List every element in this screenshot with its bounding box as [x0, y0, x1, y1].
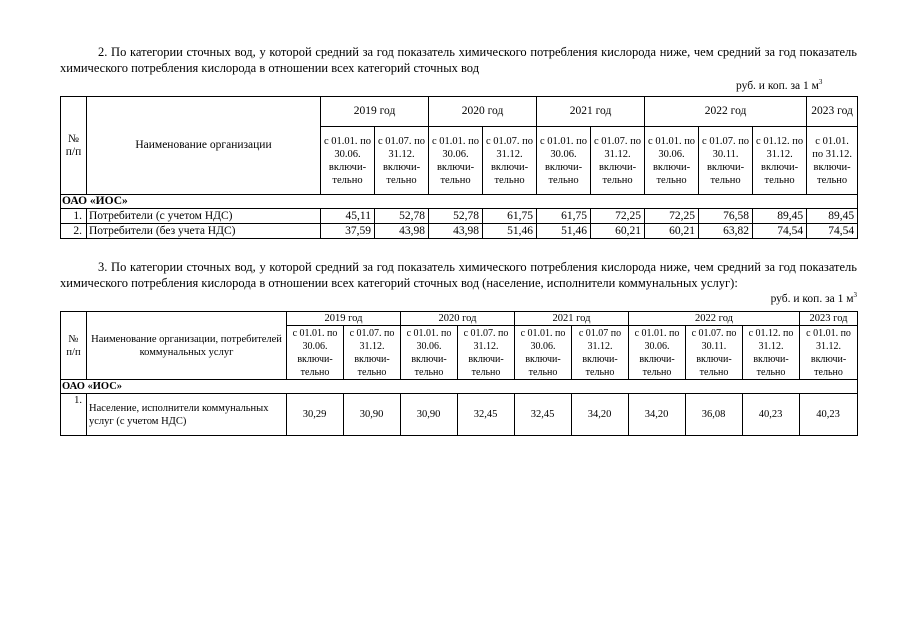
- organization-row: ОАО «ИОС»: [61, 380, 858, 394]
- year-header: 2023 год: [800, 312, 858, 326]
- tariff-value: 89,45: [807, 209, 858, 224]
- tariff-value: 52,78: [429, 209, 483, 224]
- tariff-table-section2: [60, 96, 858, 239]
- tariff-value: 32,45: [458, 394, 515, 436]
- period-header: с 01.07. по 31.12. включи-тельно: [375, 127, 429, 195]
- tariff-value: 30,29: [287, 394, 344, 436]
- tariff-table-section3: [60, 311, 858, 436]
- section2-unit: руб. и коп. за 1 $м^3$: [736, 78, 823, 92]
- tariff-value: 40,23: [743, 394, 800, 436]
- period-header: с 01.01. по 30.06. включи-тельно: [629, 326, 686, 380]
- year-header: 2020 год: [429, 97, 537, 127]
- tariff-value: 40,23: [800, 394, 858, 436]
- period-header: с 01.01. по 30.06. включи-тельно: [321, 127, 375, 195]
- tariff-value: 32,45: [515, 394, 572, 436]
- period-header: с 01.07 по 31.12. включи-тельно: [572, 326, 629, 380]
- year-header: 2019 год: [287, 312, 401, 326]
- tariff-value: 51,46: [483, 224, 537, 239]
- period-header: с 01.01. по 31.12. включи-тельно: [800, 326, 858, 380]
- period-header: с 01.01. по 30.06. включи-тельно: [287, 326, 344, 380]
- row-name: Потребители (с учетом НДС): [87, 209, 321, 224]
- tariff-value: 63,82: [699, 224, 753, 239]
- tariff-value: 72,25: [591, 209, 645, 224]
- period-header: с 01.07. по 30.11. включи-тельно: [686, 326, 743, 380]
- tariff-value: 52,78: [375, 209, 429, 224]
- tariff-value: 34,20: [572, 394, 629, 436]
- tariff-value: 36,08: [686, 394, 743, 436]
- period-header: с 01.01. по 30.06. включи-тельно: [401, 326, 458, 380]
- tariff-value: 60,21: [645, 224, 699, 239]
- year-header: 2021 год: [515, 312, 629, 326]
- tariff-value: 51,46: [537, 224, 591, 239]
- year-header: 2022 год: [629, 312, 800, 326]
- col-header-name: Наименование организации: [87, 97, 321, 195]
- tariff-value: 30,90: [344, 394, 401, 436]
- tariff-value: 72,25: [645, 209, 699, 224]
- period-header: с 01.01. по 30.06. включи-тельно: [429, 127, 483, 195]
- year-header: 2023 год: [807, 97, 858, 127]
- period-header: с 01.07. по 31.12. включи-тельно: [483, 127, 537, 195]
- tariff-value: 43,98: [375, 224, 429, 239]
- col-header-number: № п/п: [61, 97, 87, 195]
- tariff-value: 61,75: [483, 209, 537, 224]
- col-header-name: Наименование организации, потребителей коммунальных услуг: [87, 312, 287, 380]
- row-number: 2.: [61, 224, 87, 239]
- period-header: с 01.07. по 31.12. включи-тельно: [591, 127, 645, 195]
- table-row: [61, 224, 858, 239]
- tariff-value: 74,54: [807, 224, 858, 239]
- tariff-value: 60,21: [591, 224, 645, 239]
- period-header: с 01.01. по 30.06. включи-тельно: [537, 127, 591, 195]
- period-header: с 01.01. по 30.06. включи-тельно: [645, 127, 699, 195]
- year-header: 2019 год: [321, 97, 429, 127]
- col-header-number: № п/п: [61, 312, 87, 380]
- period-header: с 01.07. по 31.12. включи-тельно: [458, 326, 515, 380]
- row-number: 1.: [61, 209, 87, 224]
- period-header: с 01.12. по 31.12. включи-тельно: [753, 127, 807, 195]
- tariff-value: 30,90: [401, 394, 458, 436]
- tariff-value: 89,45: [753, 209, 807, 224]
- year-header: 2021 год: [537, 97, 645, 127]
- period-header: с 01.01. по 30.06. включи-тельно: [515, 326, 572, 380]
- tariff-value: 34,20: [629, 394, 686, 436]
- period-header: с 01.01. по 31.12. включи-тельно: [807, 127, 858, 195]
- year-header: 2020 год: [401, 312, 515, 326]
- period-header: с 01.07. по 31.12. включи-тельно: [344, 326, 401, 380]
- section2-heading: 2. По категории сточных вод, у которой средний за год показатель химического потребления кислорода ниже, чем средний за год показатель химического потребления кислорода в отношении всех категорий сточных вод: [60, 45, 857, 75]
- period-header: с 01.07. по 30.11. включи-тельно: [699, 127, 753, 195]
- row-name: Потребители (без учета НДС): [87, 224, 321, 239]
- year-header: 2022 год: [645, 97, 807, 127]
- section3-unit: руб. и коп. за 1 $м^3$: [770, 291, 857, 305]
- period-header: с 01.12. по 31.12. включи-тельно: [743, 326, 800, 380]
- tariff-value: 43,98: [429, 224, 483, 239]
- row-number: 1.: [61, 394, 87, 436]
- tariff-value: 76,58: [699, 209, 753, 224]
- tariff-value: 45,11: [321, 209, 375, 224]
- section3-heading: 3. По категории сточных вод, у которой средний за год показатель химического потребления кислорода ниже, чем средний за год показатель химического потребления кислорода в отношении всех категорий сточных вод (население, исполнители коммунальных услуг): руб. и коп. за 1 $м^3$: [60, 260, 857, 305]
- tariff-value: 74,54: [753, 224, 807, 239]
- table-row: [61, 209, 858, 224]
- table-row: [61, 394, 858, 436]
- tariff-value: 61,75: [537, 209, 591, 224]
- tariff-value: 37,59: [321, 224, 375, 239]
- organization-row: ОАО «ИОС»: [61, 195, 858, 209]
- row-name: Население, исполнители коммунальных услуг (с учетом НДС): [87, 394, 287, 436]
